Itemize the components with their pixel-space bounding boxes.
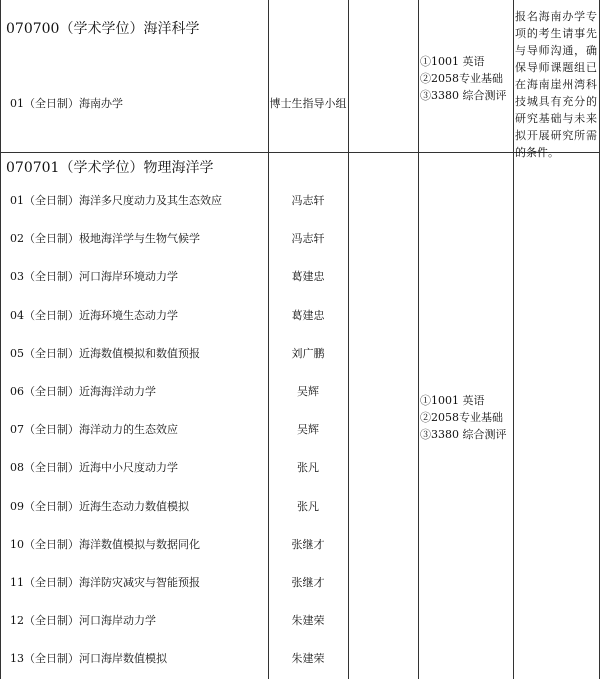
research-direction: 01（全日制）海洋多尺度动力及其生态效应 [10,194,222,207]
column-divider [513,0,514,679]
research-direction: 05（全日制）近海数值模拟和数值预报 [10,346,200,360]
advisor-name: 朱建荣 [291,614,325,628]
row-divider [0,152,600,153]
column-divider [348,0,349,679]
exam-subjects: ①1001 英语②2058专业基础③3380 综合测评 [420,55,507,102]
program-header: 070701（学术学位）物理海洋学 [6,160,214,176]
advisor-name: 葛建忠 [291,270,325,284]
advisor-name: 刘广鹏 [291,346,325,360]
advisor-name: 葛建忠 [291,308,325,322]
research-direction: 09（全日制）近海生态动力数值模拟 [10,499,189,513]
research-direction: 01（全日制）海南办学 [10,97,123,110]
advisor-name: 吴辉 [297,423,319,437]
remarks: 报名海南办学专项的考生请事先与导师沟通，确保导师课题组已在海南崖州湾科技城具有充分的研究基础与未来拟开展研究所需的条件。 [515,10,597,159]
program-header: 070700（学术学位）海洋科学 [6,21,200,37]
advisor-name: 张继才 [291,576,325,589]
advisor-name: 张凡 [297,499,319,513]
research-direction: 11（全日制）海洋防灾减灾与智能预报 [10,576,200,589]
research-direction: 02（全日制）极地海洋学与生物气候学 [10,232,200,246]
research-direction: 07（全日制）海洋动力的生态效应 [10,423,178,437]
research-direction: 10（全日制）海洋数值模拟与数据同化 [10,537,200,551]
advisor-name: 冯志轩 [291,232,325,246]
advisor-name: 张继才 [291,537,325,551]
table-border-left [0,0,1,679]
advisor-name: 博士生指导小组 [269,97,347,110]
research-direction: 08（全日制）近海中小尺度动力学 [10,461,178,475]
advisor-name: 朱建荣 [291,652,325,666]
exam-subjects: ①1001 英语②2058专业基础③3380 综合测评 [420,394,507,441]
research-direction: 12（全日制）河口海岸动力学 [10,614,156,628]
advisor-name: 冯志轩 [291,194,325,207]
research-direction: 03（全日制）河口海岸环境动力学 [10,270,178,284]
research-direction: 06（全日制）近海海洋动力学 [10,385,156,398]
advisor-name: 张凡 [297,461,319,475]
advisor-name: 吴辉 [297,385,319,398]
research-direction: 04（全日制）近海环境生态动力学 [10,308,178,322]
column-divider [418,0,419,679]
research-direction: 13（全日制）河口海岸数值模拟 [10,652,167,666]
